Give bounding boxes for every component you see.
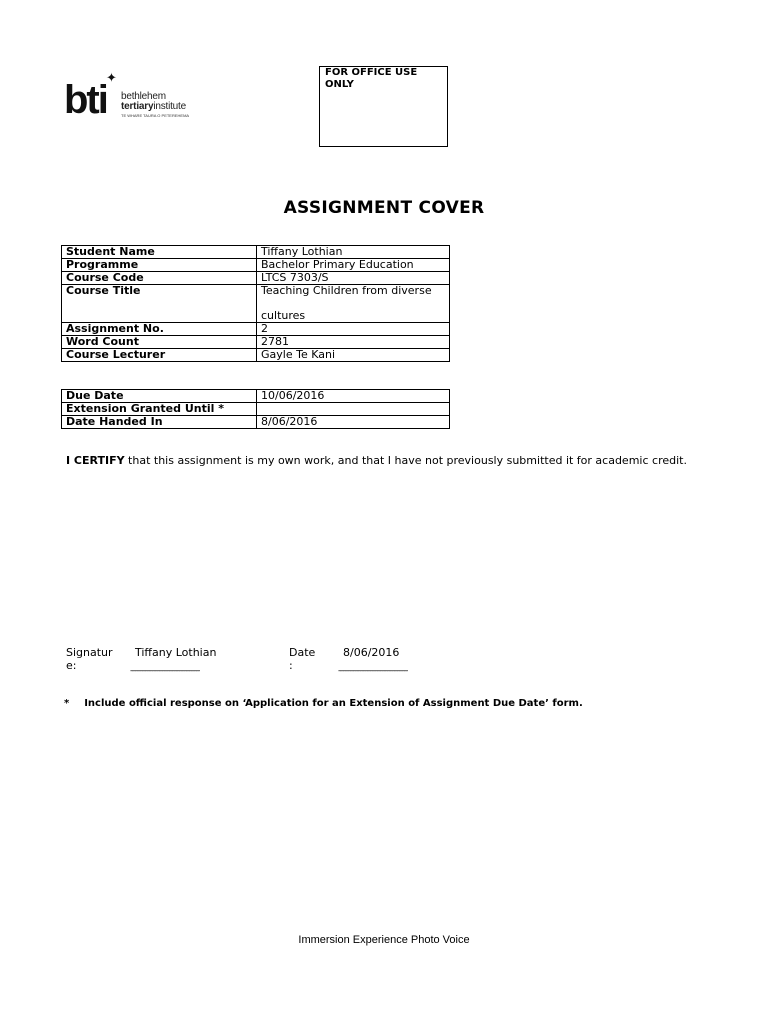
detail-value: Gayle Te Kani <box>257 349 450 362</box>
logo-tagline: TE WHARE TAURA O PETEREHEMA <box>121 113 190 118</box>
date-value: 8/06/2016 <box>257 416 450 429</box>
bti-logo <box>64 72 194 122</box>
signature-label: Signatur e: <box>66 646 113 672</box>
date-line: ----------------------------------------- <box>338 666 408 675</box>
detail-label: Programme <box>62 259 257 272</box>
footnote-text: Include official response on ‘Application for an Extension of Assignment Due Date’ form. <box>84 698 583 709</box>
detail-label: Course Title <box>62 285 257 323</box>
table-row <box>62 323 450 336</box>
signature-value: Tiffany Lothian <box>135 646 217 659</box>
date-label: Due Date <box>62 390 257 403</box>
detail-label: Word Count <box>62 336 257 349</box>
certify-text: that this assignment is my own work, and that I have not previously submitted it for academic credit. <box>124 454 687 467</box>
office-use-box <box>319 66 448 147</box>
date-value: 10/06/2016 <box>257 390 450 403</box>
dates-table <box>61 389 450 429</box>
page-footer: Immersion Experience Photo Voice <box>298 934 470 946</box>
date-label: Extension Granted Until * <box>62 403 257 416</box>
footnote-star: * <box>64 698 70 709</box>
logo-line-2: tertiaryinstitute <box>121 101 186 112</box>
logo-line-1: bethlehem <box>121 91 166 102</box>
date-value: 8/06/2016 <box>343 646 400 659</box>
table-row <box>62 336 450 349</box>
detail-label: Student Name <box>62 246 257 259</box>
detail-value: Bachelor Primary Education <box>257 259 450 272</box>
table-row <box>62 403 450 416</box>
table-row <box>62 349 450 362</box>
assignment-details-table <box>61 245 450 362</box>
table-row <box>62 272 450 285</box>
footnote <box>64 698 583 709</box>
table-row <box>62 259 450 272</box>
date-label: Date : <box>289 646 316 672</box>
detail-value <box>257 285 450 323</box>
table-row <box>62 246 450 259</box>
detail-label: Course Lecturer <box>62 349 257 362</box>
table-row <box>62 416 450 429</box>
signature-line: ----------------------------------------- <box>130 666 200 675</box>
certify-bold: I CERTIFY <box>66 454 125 467</box>
page-title: ASSIGNMENT COVER <box>283 198 485 218</box>
table-row <box>62 390 450 403</box>
date-value <box>257 403 450 416</box>
detail-value: Tiffany Lothian <box>257 246 450 259</box>
detail-label: Course Code <box>62 272 257 285</box>
detail-value: 2 <box>257 323 450 336</box>
logo-brand: bti <box>64 78 107 122</box>
date-label: Date Handed In <box>62 416 257 429</box>
table-row <box>62 285 450 323</box>
detail-value: 2781 <box>257 336 450 349</box>
certify-statement <box>66 454 687 467</box>
course-title-line-2: cultures <box>261 309 306 322</box>
office-use-label: FOR OFFICE USE ONLY <box>325 67 418 90</box>
detail-value: LTCS 7303/S <box>257 272 450 285</box>
course-title-line-1: Teaching Children from diverse <box>261 284 432 297</box>
detail-label: Assignment No. <box>62 323 257 336</box>
logo-star-icon: ✦ <box>106 71 117 86</box>
